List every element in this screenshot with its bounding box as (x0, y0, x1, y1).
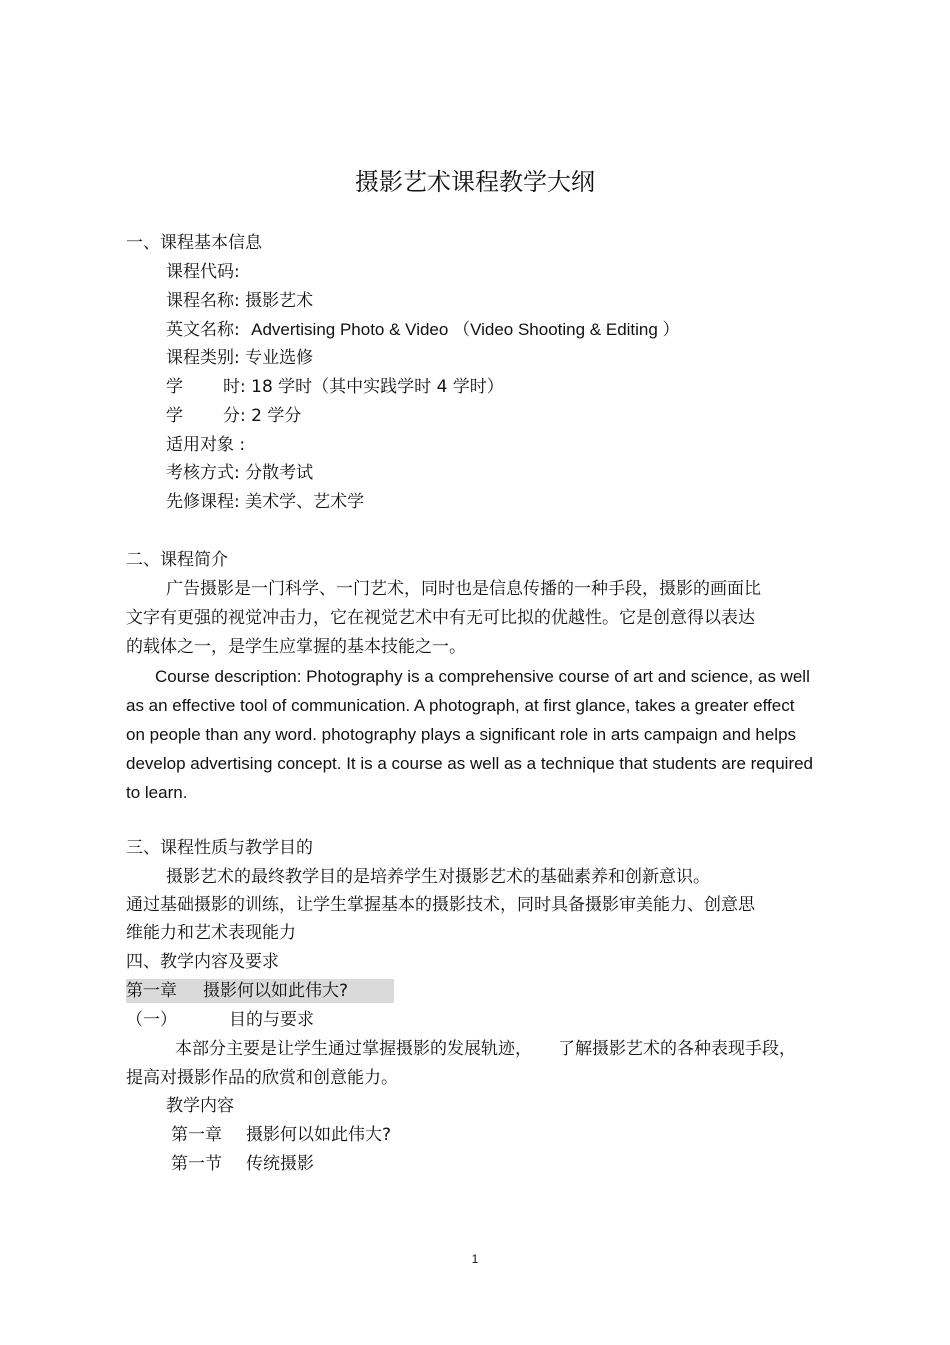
field-value: 摄影艺术 (245, 291, 314, 311)
field-label: 先修课程: (166, 492, 240, 512)
field-label: 课程名称: (166, 291, 240, 311)
chapter-name: 摄影何以如此伟大? (203, 981, 349, 1001)
objective-line (175, 1037, 796, 1061)
field-target-audience (166, 433, 245, 457)
field-english-name (166, 318, 680, 342)
field-value: Advertising Photo & Video （Video Shooting & Editing ） (251, 320, 680, 339)
section-1-heading: 一、课程基本信息 (126, 233, 262, 253)
chapter-number: 第一章 (126, 981, 177, 1001)
page-number: 1 (471, 1252, 479, 1266)
intro-cn-line: 文字有更强的视觉冲击力，它在视觉艺术中有无可比拟的优越性。它是创意得以表达 (126, 608, 755, 628)
field-value: 分散考试 (245, 463, 314, 483)
intro-en-line: Course description: Photography is a comprehensive course of art and science, as well (155, 667, 810, 686)
field-assessment (166, 461, 313, 485)
field-hours (166, 375, 504, 399)
section-name: 传统摄影 (246, 1154, 314, 1174)
chapter-name: 摄影何以如此伟大? (246, 1125, 392, 1145)
intro-en-line: develop advertising concept. It is a course as well as a technique that students are required (126, 754, 814, 773)
purpose-line: 维能力和艺术表现能力 (126, 923, 296, 943)
field-label: 考核方式: (166, 463, 240, 483)
field-value: 美术学、艺术学 (245, 492, 365, 512)
section-4-heading: 四、教学内容及要求 (126, 952, 279, 972)
purpose-line: 通过基础摄影的训练，让学生掌握基本的摄影技术，同时具备摄影审美能力、创意思 (126, 895, 755, 915)
intro-cn-line: 广告摄影是一门科学、一门艺术，同时也是信息传播的一种手段，摄影的画面比 (166, 579, 761, 599)
purpose-line: 摄影艺术的最终教学目的是培养学生对摄影艺术的基础素养和创新意识。 (166, 867, 710, 887)
field-course-code (166, 260, 240, 284)
field-course-name (166, 289, 313, 313)
page-title: 摄影艺术课程教学大纲 (355, 168, 595, 196)
chapter-title-highlighted (126, 979, 348, 1003)
field-label-b: 时: (223, 377, 246, 397)
subsection-number: （一） (126, 1010, 177, 1030)
field-label-b: 分: (223, 406, 246, 426)
field-label: 课程代码: (166, 262, 240, 282)
field-label: 英文名称: (166, 320, 240, 340)
field-label: 适用对象 : (166, 435, 246, 455)
field-credits (166, 404, 301, 428)
section-number: 第一节 (171, 1154, 222, 1174)
subsection-heading (126, 1008, 314, 1032)
section-2-heading: 二、课程简介 (126, 550, 228, 570)
field-label: 课程类别: (166, 348, 240, 368)
chapter-title (171, 1123, 391, 1147)
intro-en-line: as an effective tool of communication. A photograph, at first glance, takes a greater effect (126, 696, 795, 715)
field-label-a: 学 (166, 406, 183, 426)
subsection-title: 目的与要求 (229, 1010, 314, 1030)
field-label-a: 学 (166, 377, 183, 397)
field-prerequisites (166, 490, 364, 514)
intro-en-line: on people than any word. photography plays a significant role in arts campaign and helps (126, 725, 797, 744)
section-3-heading: 三、课程性质与教学目的 (126, 838, 313, 858)
content-heading: 教学内容 (166, 1096, 234, 1116)
chapter-number: 第一章 (171, 1125, 222, 1145)
intro-en-line: to learn. (126, 783, 188, 802)
field-value: 专业选修 (245, 348, 314, 368)
section-title (171, 1152, 314, 1176)
field-course-category (166, 346, 313, 370)
objective-part: 了解摄影艺术的各种表现手段， (558, 1039, 796, 1059)
field-value: 18 学时（其中实践学时 4 学时） (251, 377, 504, 397)
intro-cn-line: 的载体之一，是学生应掌握的基本技能之一。 (126, 637, 466, 657)
objective-line: 提高对摄影作品的欣赏和创意能力。 (126, 1068, 398, 1088)
field-value: 2 学分 (251, 406, 302, 426)
objective-part: 本部分主要是让学生通过掌握摄影的发展轨迹， (175, 1039, 532, 1059)
